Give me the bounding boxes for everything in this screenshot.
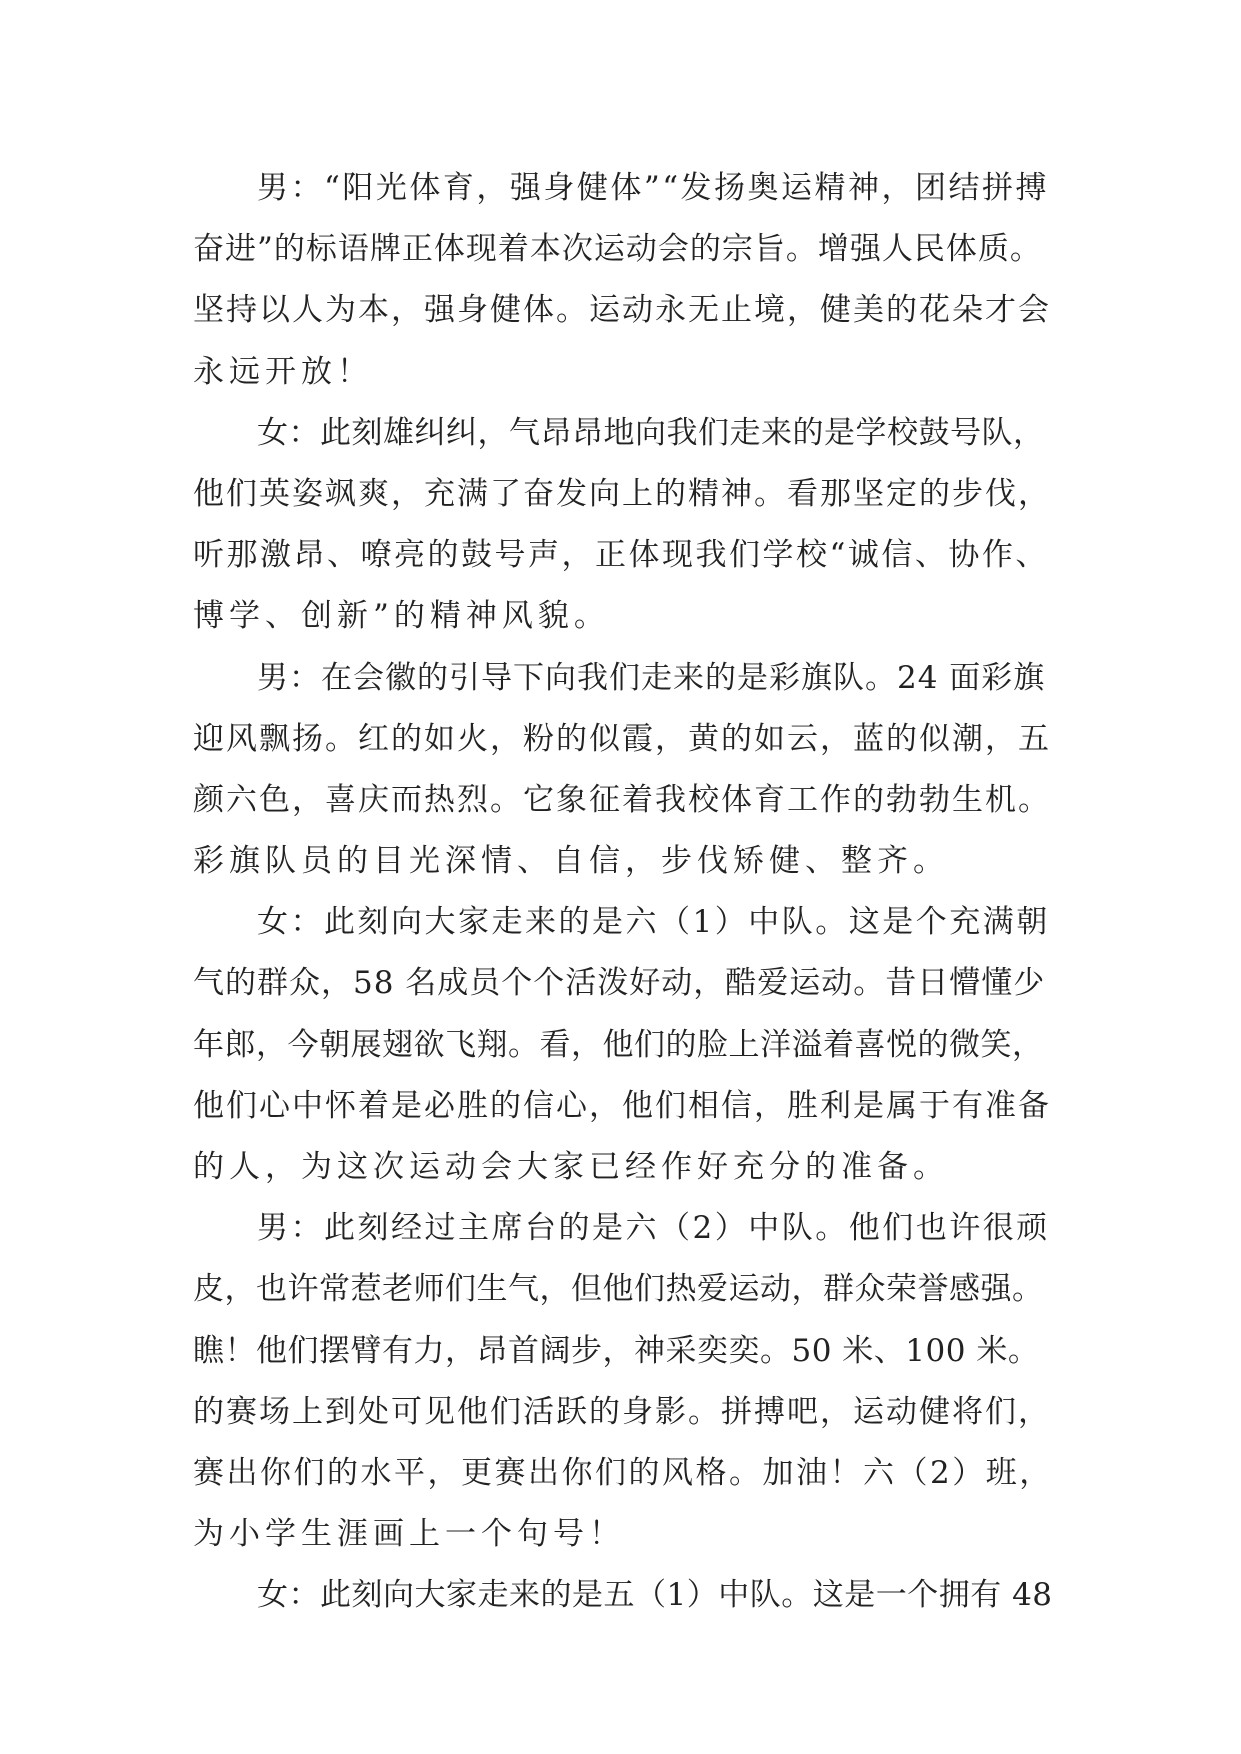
text-line: 女：此刻雄纠纠，气昂昂地向我们走来的是学校鼓号队， bbox=[257, 414, 1045, 451]
text-line: 女：此刻向大家走来的是五（1）中队。这是一个拥有 48 bbox=[257, 1577, 1053, 1614]
text-line: 瞧！他们摆臂有力，昂首阔步，神采奕奕。50 米、100 米。 bbox=[193, 1332, 1040, 1369]
paragraph-3 bbox=[193, 648, 1053, 893]
paragraph-1 bbox=[193, 158, 1053, 403]
paragraph-4 bbox=[193, 892, 1053, 1198]
text-line: 听那激昂、嘹亮的鼓号声，正体现我们学校“诚信、协作、 bbox=[193, 537, 1049, 574]
document-body bbox=[193, 158, 1053, 1627]
text-line: 彩旗队员的目光深情、自信，步伐矫健、整齐。 bbox=[193, 843, 949, 880]
text-line: 男：在会徽的引导下向我们走来的是彩旗队。24 面彩旗 bbox=[257, 659, 1046, 696]
text-line: 为小学生涯画上一个句号！ bbox=[193, 1516, 625, 1553]
text-line: 皮，也许常惹老师们生气，但他们热爱运动，群众荣誉感强。 bbox=[193, 1271, 1044, 1308]
text-line: 的人，为这次运动会大家已经作好充分的准备。 bbox=[193, 1149, 949, 1185]
text-line: 气的群众，58 名成员个个活泼好动，酷爱运动。昔日懵懂少 bbox=[193, 965, 1046, 1002]
text-line: 赛出你们的水平，更赛出你们的风格。加油！六（2）班， bbox=[193, 1454, 1053, 1491]
paragraph-5 bbox=[193, 1198, 1053, 1565]
text-line: 颜六色，喜庆而热烈。它象征着我校体育工作的勃勃生机。 bbox=[193, 781, 1051, 818]
text-line: 男：“阳光体育，强身健体”“发扬奥运精神，团结拼搏 bbox=[257, 170, 1050, 206]
paragraph-2 bbox=[193, 403, 1053, 648]
text-line: 他们心中怀着是必胜的信心，他们相信，胜利是属于有准备 bbox=[193, 1087, 1051, 1124]
text-line: 奋进”的标语牌正体现着本次运动会的宗旨。增强人民体质。 bbox=[193, 231, 1042, 268]
paragraph-6 bbox=[193, 1565, 1053, 1626]
text-line: 他们英姿飒爽，充满了奋发向上的精神。看那坚定的步伐， bbox=[193, 475, 1051, 512]
text-line: 的赛场上到处可见他们活跃的身影。拼搏吧，运动健将们， bbox=[193, 1393, 1051, 1430]
text-line: 迎风飘扬。红的如火，粉的似霞，黄的如云，蓝的似潮，五 bbox=[193, 720, 1051, 757]
text-line: 坚持以人为本，强身健体。运动永无止境，健美的花朵才会 bbox=[193, 292, 1051, 329]
text-line: 永远开放！ bbox=[193, 353, 373, 390]
text-line: 年郎，今朝展翅欲飞翔。看，他们的脸上洋溢着喜悦的微笑， bbox=[193, 1026, 1044, 1063]
text-line: 女：此刻向大家走来的是六（1）中队。这是个充满朝 bbox=[257, 904, 1050, 941]
text-line: 男：此刻经过主席台的是六（2）中队。他们也许很顽 bbox=[257, 1210, 1050, 1247]
text-line: 博学、创新”的精神风貌。 bbox=[193, 598, 610, 635]
